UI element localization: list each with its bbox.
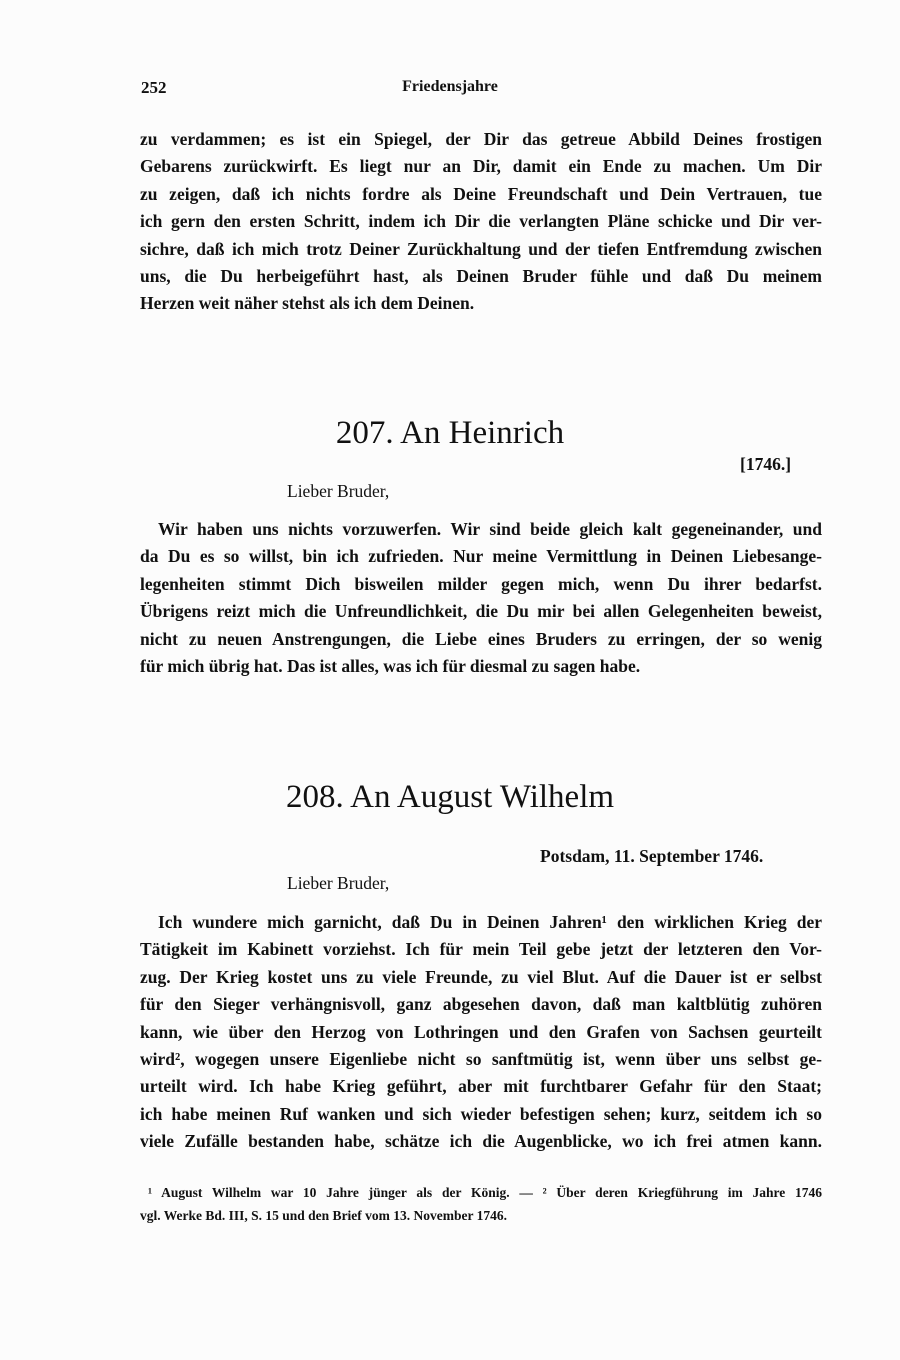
text-line: Gebarens zurückwirft. Es liegt nur an Dir, damit ein Ende zu machen. Um Dir bbox=[140, 156, 822, 177]
text-line: da Du es so willst, bin ich zufrieden. Nur meine Vermittlung in Deinen Liebesange- bbox=[140, 546, 822, 567]
letter-208-salutation: Lieber Bruder, bbox=[287, 873, 390, 893]
letter-207-title: 207. An Heinrich bbox=[335, 415, 565, 451]
footnote-line: vgl. Werke Bd. III, S. 15 und den Brief vom 13. November 1746. bbox=[140, 1208, 508, 1223]
letter-208-body bbox=[140, 909, 822, 1156]
text-line: sichre, daß ich mich trotz Deiner Zurückhaltung und der tiefen Entfremdung zwischen bbox=[140, 238, 822, 259]
text-line: nicht zu neuen Anstrengungen, die Liebe eines Bruders zu erringen, der so wenig bbox=[140, 628, 822, 649]
text-line: viele Zufälle bestanden habe, schätze ich die Augenblicke, wo ich frei atmen kann. bbox=[140, 1131, 822, 1152]
text-line: Übrigens reizt mich die Unfreundlichkeit, die Du mir bei allen Gelegenheiten beweist, bbox=[140, 601, 822, 622]
text-line: für den Sieger verhängnisvoll, ganz abgesehen davon, daß man kaltblütig zuhören bbox=[140, 994, 822, 1015]
text-line: zu zeigen, daß ich nichts fordre als Deine Freundschaft und Dein Vertrauen, tue bbox=[140, 183, 822, 204]
page-number: 252 bbox=[141, 78, 167, 97]
text-line: ich gern den ersten Schritt, indem ich Dir die verlangten Pläne schicke und Dir ver- bbox=[140, 211, 822, 232]
text-line: Herzen weit näher stehst als ich dem Deinen. bbox=[140, 293, 475, 314]
continuation-paragraph bbox=[140, 126, 822, 318]
text-line: Ich wundere mich garnicht, daß Du in Deinen Jahren¹ den wirklichen Krieg der bbox=[158, 912, 822, 932]
text-line: für mich übrig hat. Das ist alles, was ich für diesmal zu sagen habe. bbox=[140, 655, 641, 676]
running-head: Friedensjahre bbox=[402, 78, 498, 95]
text-line: Wir haben uns nichts vorzuwerfen. Wir sind beide gleich kalt gegeneinander, und bbox=[158, 519, 822, 539]
text-line: Tätigkeit im Kabinett vorziehst. Ich für mein Teil gebe jetzt der letzteren den Vor- bbox=[140, 939, 822, 960]
text-line: kann, wie über den Herzog von Lothringen und den Grafen von Sachsen geurteilt bbox=[140, 1021, 822, 1042]
text-line: legenheiten stimmt Dich bisweilen milder gegen mich, wenn Du ihrer bedarfst. bbox=[140, 573, 822, 594]
footnotes bbox=[140, 1181, 822, 1227]
text-line: zu verdammen; es ist ein Spiegel, der Dir das getreue Abbild Deines frostigen bbox=[140, 129, 822, 149]
letter-207-body bbox=[140, 516, 822, 680]
footnote-line: ¹ August Wilhelm war 10 Jahre jünger als der König. — ² Über deren Kriegführung im Jahre 1746 bbox=[148, 1185, 822, 1200]
letter-207-date: [1746.] bbox=[740, 454, 792, 474]
text-line: zug. Der Krieg kostet uns zu viele Freunde, zu viel Blut. Auf die Dauer ist er selbst bbox=[140, 966, 822, 987]
letter-208-date: Potsdam, 11. September 1746. bbox=[540, 846, 764, 866]
text-line: uns, die Du herbeigeführt hast, als Deinen Bruder fühle und daß Du meinem bbox=[140, 265, 822, 286]
text-line: ich habe meinen Ruf wanken und sich wieder befestigen sehen; kurz, seitdem ich so bbox=[140, 1103, 822, 1124]
letter-207-salutation: Lieber Bruder, bbox=[287, 481, 390, 501]
text-line: wird², wogegen unsere Eigenliebe nicht so sanftmütig ist, wenn über uns selbst ge- bbox=[140, 1048, 822, 1069]
text-line: urteilt wird. Ich habe Krieg geführt, aber mit furchtbarer Gefahr für den Staat; bbox=[140, 1076, 822, 1097]
letter-208-title: 208. An August Wilhelm bbox=[285, 779, 615, 815]
